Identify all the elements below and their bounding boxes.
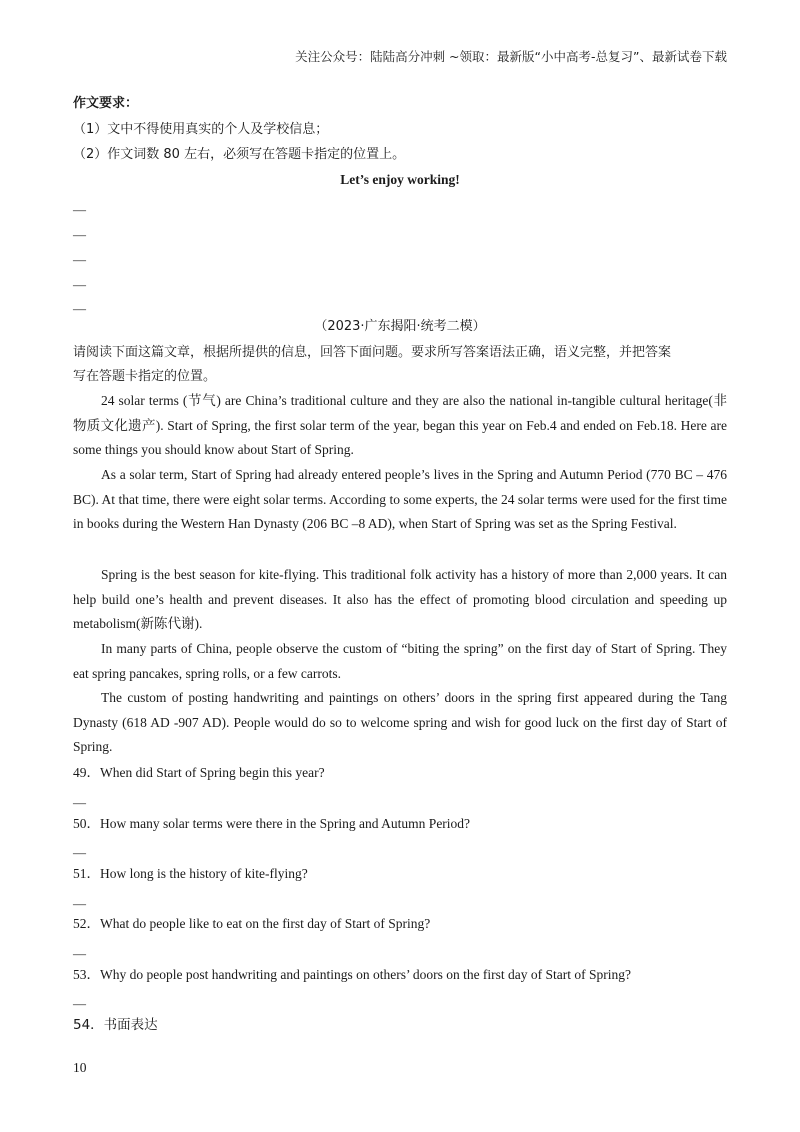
page-number: 10 bbox=[73, 1060, 87, 1075]
question-52: 52．What do people like to eat on the first day of Start of Spring? bbox=[73, 916, 431, 931]
answer-blank: — bbox=[73, 252, 86, 267]
passage-paragraph-3: Spring is the best season for kite-flying. This traditional folk activity has a history of more than 2,000 years. It can help build one’s health and prevent diseases. It also has the effect of promoting blood circulation and speeding up metabolism(新陈代谢). bbox=[73, 567, 727, 632]
requirement-2: （2）作文词数 80 左右，必须写在答题卡指定的位置上。 bbox=[73, 147, 406, 162]
passage-paragraph-2: As a solar term, Start of Spring had already entered people’s lives in the Spring and Autumn Period (770 BC – 476 BC). At that time, there were eight solar terms. According to some experts, the 24 solar terms were used for the first time in books during the Western Han Dynasty (206 BC –8 AD), when Start of Spring was set as the Spring Festival. bbox=[73, 467, 727, 532]
answer-blank: — bbox=[73, 795, 86, 810]
exam-source: （2023·广东揭阳·统考二模） bbox=[314, 319, 486, 334]
requirement-1: （1）文中不得使用真实的个人及学校信息； bbox=[73, 122, 329, 137]
passage-paragraph-5: The custom of posting handwriting and paintings on others’ doors in the spring first appeared during the Tang Dynasty (618 AD -907 AD). People would do so to welcome spring and wish for good luck on the first day of Start of Spring. bbox=[73, 690, 727, 755]
answer-blank: — bbox=[73, 896, 86, 911]
question-51: 51．How long is the history of kite-flying? bbox=[73, 866, 308, 881]
question-54: 54．书面表达 bbox=[73, 1017, 158, 1033]
question-50: 50．How many solar terms were there in the Spring and Autumn Period? bbox=[73, 816, 471, 831]
question-53: 53．Why do people post handwriting and paintings on others’ doors on the first day of Start of Spring? bbox=[73, 967, 632, 982]
passage-paragraph-4: In many parts of China, people observe the custom of “biting the spring” on the first day of Start of Spring. They eat spring pancakes, spring rolls, or a few carrots. bbox=[73, 641, 727, 681]
page-header: 关注公众号：陆陆高分冲刺 ~领取：最新版“小中高考-总复习”、最新试卷下载 bbox=[295, 49, 727, 64]
answer-blank: — bbox=[73, 277, 86, 292]
answer-blank: — bbox=[73, 227, 86, 242]
instruction-line-2: 写在答题卡指定的位置。 bbox=[73, 369, 217, 384]
answer-blank: — bbox=[73, 946, 86, 961]
instruction-line-1: 请阅读下面这篇文章，根据所提供的信息，回答下面问题。要求所写答案语法正确，语义完整，并把答案 bbox=[73, 345, 672, 360]
answer-blank: — bbox=[73, 202, 86, 217]
essay-title: Let’s enjoy working! bbox=[340, 172, 460, 187]
answer-blank: — bbox=[73, 301, 86, 316]
answer-blank: — bbox=[73, 845, 86, 860]
passage-paragraph-1: 24 solar terms (节气) are China’s traditional culture and they are also the national in-tangible cultural heritage(非物质文化遗产). Start of Spring, the first solar term of the year, began this year on Feb.4 and ended on Feb.18. Here are some things you should know about Start of Spring. bbox=[73, 393, 727, 458]
requirements-title: 作文要求： bbox=[73, 96, 139, 111]
answer-blank: — bbox=[73, 996, 86, 1011]
question-49: 49．When did Start of Spring begin this year? bbox=[73, 765, 325, 780]
